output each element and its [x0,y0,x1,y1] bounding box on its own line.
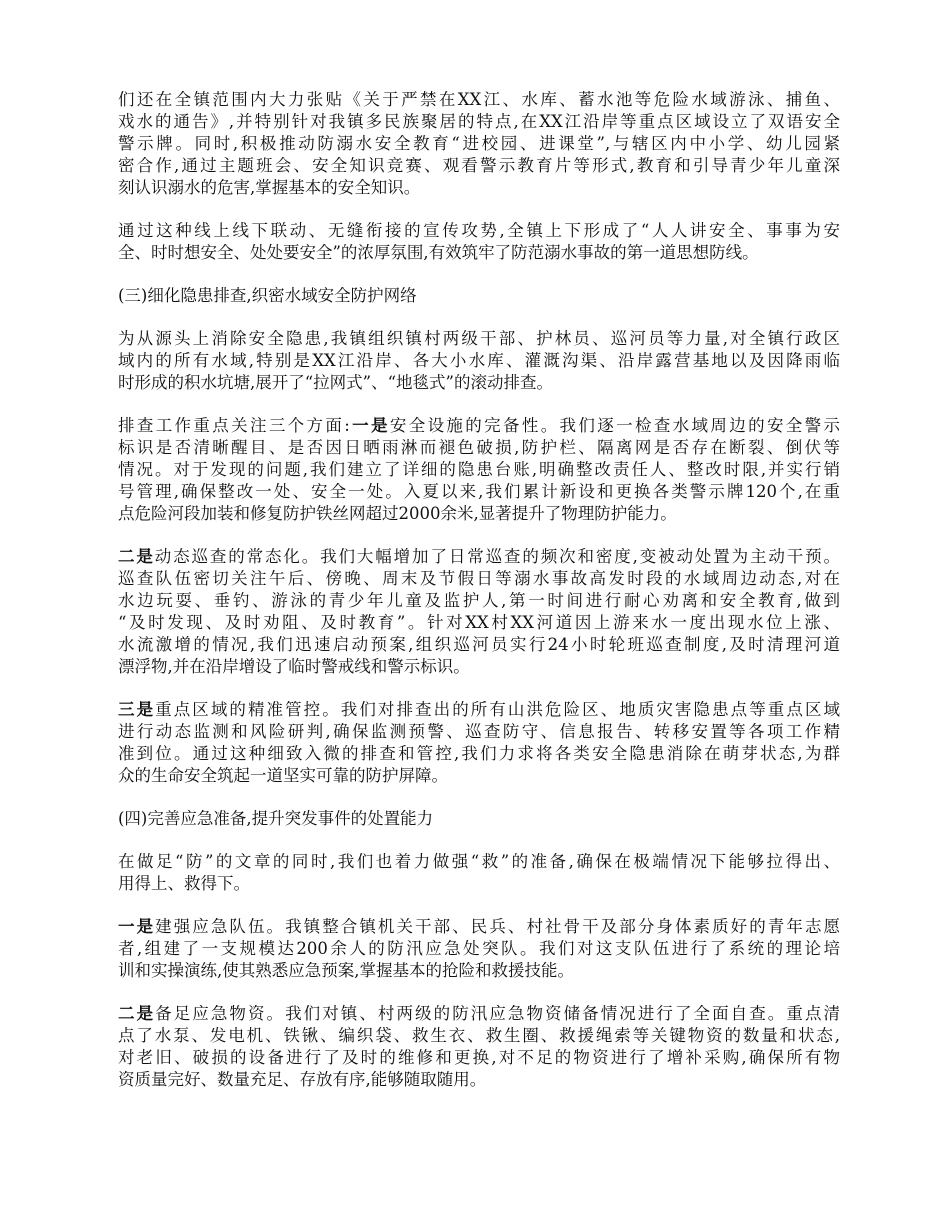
text-line [118,916,840,938]
text-line: (三)细化隐患排查,织密水域安全防护网络 [118,286,417,305]
bold-lead: 一是 [118,917,156,936]
text-line: 资质量完好、数量充足、存放有序,能够随取随用。 [118,1070,487,1089]
text-line: 通过这种线上线下联动、无缝衔接的宣传攻势,全镇上下形成了“人人讲安全、事事为安 [118,221,840,240]
text-line: 标识是否清晰醒目、是否因日晒雨淋而褪色破损,防护栏、隔离网是否存在断裂、倒伏等 [118,438,840,457]
document-body [118,89,840,1112]
text-line: 情况。对于发现的问题,我们建立了详细的隐患台账,明确整改责任人、整改时限,并实行销 [118,460,840,479]
text-line: 密合作,通过主题班会、安全知识竞赛、观看警示教育片等形式,教育和引导青少年儿童深 [118,156,840,175]
text-line: 准到位。通过这种细致入微的排查和管控,我们力求将各类安全隐患消除在萌芽状态,为群 [118,744,840,763]
text-line: 进行动态监测和风险研判,确保监测预警、巡查防守、信息报告、转移安置等各项工作精 [118,722,840,741]
bold-lead: 三是 [118,700,156,719]
paragraph [118,546,840,678]
text-line: 用得上、救得下。 [118,874,250,893]
line-text: 安全设施的完备性。我们逐一检查水域周边的安全警示 [389,416,841,435]
text-line: 全、时时想安全、处处要安全”的浓厚氛围,有效筑牢了防范溺水事故的第一道思想防线。 [118,243,759,262]
text-line: 训和实操演练,使其熟悉应急预案,掌握基本的抢险和救援技能。 [118,961,574,980]
text-line: 点危险河段加装和修复防护铁丝网超过2000余米,显著提升了物理防护能力。 [118,504,677,523]
text-line: 众的生命安全筑起一道坚实可靠的防护屏障。 [118,766,448,785]
line-text: 动态巡查的常态化。我们大幅增加了日常巡查的频次和密度,变被动处置为主动干预。 [154,547,841,566]
text-line: (四)完善应急准备,提升突发事件的处置能力 [118,809,434,828]
paragraph [118,1003,840,1091]
paragraph [118,851,840,895]
text-line: 者,组建了一支规模达200余人的防汛应急处突队。我们对这支队伍进行了系统的理论培 [118,939,840,958]
text-line: 水流激增的情况,我们迅速启动预案,组织巡河员实行24小时轮班巡查制度,及时清理河道 [118,635,840,654]
paragraph [118,328,840,394]
paragraph-prefix: 排查工作重点关注三个方面: [118,416,350,435]
paragraph [118,415,840,525]
text-line: 水边玩耍、垂钓、游泳的青少年儿童及监护人,第一时间进行耐心劝离和安全教育,做到 [118,591,840,610]
text-line: 漂浮物,并在沿岸增设了临时警戒线和警示标识。 [118,657,470,676]
text-line [118,699,840,721]
paragraph [118,89,840,199]
bold-lead: 二是 [118,547,155,566]
line-text: 重点区域的精准管控。我们对排查出的所有山洪危险区、地质灾害隐患点等重点区域 [155,700,841,719]
line-text: 建强应急队伍。我镇整合镇机关干部、民兵、村社骨干及部分身体素质好的青年志愿 [155,917,841,936]
paragraph [118,699,840,787]
text-line: 戏水的通告》,并特别针对我镇多民族聚居的特点,在XX江沿岸等重点区域设立了双语安全 [118,112,840,131]
line-text: 备足应急物资。我们对镇、村两级的防汛应急物资储备情况进行了全面自查。重点清 [155,1004,841,1023]
paragraph [118,916,840,982]
text-line: 时形成的积水坑塘,展开了“拉网式”、“地毯式”的滚动排查。 [118,373,553,392]
text-line [118,415,840,437]
text-line: 对老旧、破损的设备进行了及时的维修和更换,对不足的物资进行了增补采购,确保所有物 [118,1048,840,1067]
bold-lead: 一是 [349,416,390,435]
paragraph [118,220,840,264]
text-line: 域内的所有水域,特别是XX江沿岸、各大小水库、灌溉沟渠、沿岸露营基地以及因降雨临 [118,351,840,370]
text-line: 刻认识溺水的危害,掌握基本的安全知识。 [118,178,421,197]
text-line: 警示牌。同时,积极推动防溺水安全教育“进校园、进课堂”,与辖区内中小学、幼儿园紧 [118,134,840,153]
bold-lead: 二是 [118,1004,156,1023]
text-line: 点了水泵、发电机、铁锹、编织袋、救生衣、救生圈、救援绳索等关键物资的数量和状态, [118,1026,840,1045]
text-line: 为从源头上消除安全隐患,我镇组织镇村两级干部、护林员、巡河员等力量,对全镇行政区 [118,329,840,348]
text-line: “及时发现、及时劝阻、及时教育”。针对XX村XX河道因上游来水一度出现水位上涨、 [118,613,840,632]
section-heading [118,808,840,830]
text-line [118,1003,840,1025]
text-line: 们还在全镇范围内大力张贴《关于严禁在XX江、水库、蓄水池等危险水域游泳、捕鱼、 [118,90,840,109]
text-line: 号管理,确保整改一处、安全一处。入夏以来,我们累计新设和更换各类警示牌120个,在重 [118,482,840,501]
text-line [118,546,840,568]
section-heading [118,285,840,307]
text-line: 巡查队伍密切关注午后、傍晚、周末及节假日等溺水事故高发时段的水域周边动态,对在 [118,569,840,588]
text-line: 在做足“防”的文章的同时,我们也着力做强“救”的准备,确保在极端情况下能够拉得出、 [118,852,840,871]
